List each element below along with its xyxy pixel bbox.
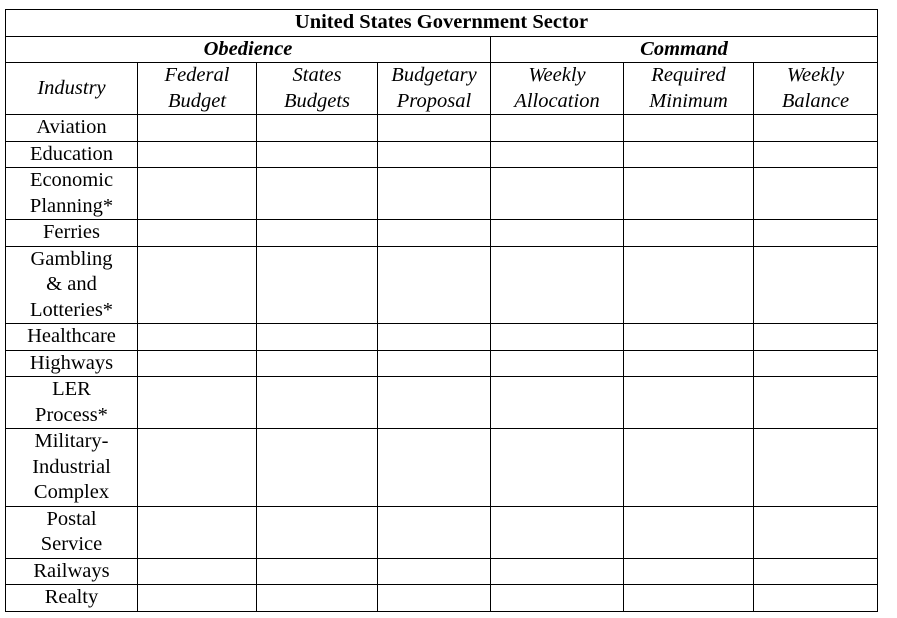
industry-name-line: Service <box>40 533 103 555</box>
table-row <box>6 350 878 377</box>
empty-entry-cell <box>491 220 624 247</box>
empty-entry-cell <box>754 141 878 168</box>
column-header-line: Budgets <box>283 89 351 112</box>
industry-cell <box>6 141 138 168</box>
group-row <box>6 36 878 63</box>
empty-entry-cell <box>491 246 624 324</box>
empty-entry-cell <box>378 506 491 558</box>
table-row <box>6 429 878 507</box>
industry-name-line: Industrial <box>32 455 111 478</box>
industry-name-line: LER <box>52 378 91 400</box>
empty-entry-cell <box>491 324 624 351</box>
table-row <box>6 585 878 612</box>
column-header-line: Proposal <box>396 89 472 112</box>
empty-entry-cell <box>138 585 257 612</box>
table-row <box>6 168 878 220</box>
empty-entry-cell <box>491 377 624 429</box>
industry-cell <box>6 585 138 612</box>
industry-cell <box>6 506 138 558</box>
empty-entry-cell <box>257 377 378 429</box>
empty-entry-cell <box>491 585 624 612</box>
empty-entry-cell <box>754 350 878 377</box>
empty-entry-cell <box>754 558 878 585</box>
empty-entry-cell <box>624 585 754 612</box>
empty-entry-cell <box>378 350 491 377</box>
empty-entry-cell <box>378 558 491 585</box>
empty-entry-cell <box>624 115 754 142</box>
industry-name-line: Economic <box>29 169 114 191</box>
empty-entry-cell <box>754 506 878 558</box>
empty-entry-cell <box>257 220 378 247</box>
industry-cell <box>6 350 138 377</box>
industry-name-line: Complex <box>33 481 110 503</box>
column-header-line: Weekly <box>786 64 845 86</box>
industry-name-line: Aviation <box>36 116 107 138</box>
industry-name-line: Healthcare <box>27 325 116 347</box>
column-header-required-minimum <box>624 63 754 115</box>
empty-entry-cell <box>257 115 378 142</box>
industry-cell <box>6 377 138 429</box>
empty-entry-cell <box>624 246 754 324</box>
industry-name-line: Lotteries* <box>29 298 114 321</box>
empty-entry-cell <box>257 246 378 324</box>
empty-entry-cell <box>378 168 491 220</box>
table-title: United States Government Sector <box>6 10 878 37</box>
empty-entry-cell <box>257 506 378 558</box>
industry-cell <box>6 168 138 220</box>
industry-name-line: Education <box>29 142 114 165</box>
empty-entry-cell <box>378 377 491 429</box>
table-row <box>6 324 878 351</box>
empty-entry-cell <box>624 377 754 429</box>
industry-name-line: Postal <box>46 507 97 530</box>
empty-entry-cell <box>754 168 878 220</box>
column-header-line: Industry <box>37 76 106 99</box>
empty-entry-cell <box>624 141 754 168</box>
empty-entry-cell <box>491 429 624 507</box>
industry-cell <box>6 429 138 507</box>
empty-entry-cell <box>624 429 754 507</box>
empty-entry-cell <box>491 558 624 585</box>
empty-entry-cell <box>624 350 754 377</box>
column-header-row <box>6 63 878 115</box>
empty-entry-cell <box>624 506 754 558</box>
industry-name-line: Military- <box>34 430 109 452</box>
empty-entry-cell <box>138 377 257 429</box>
empty-entry-cell <box>257 585 378 612</box>
empty-entry-cell <box>624 168 754 220</box>
industry-cell <box>6 246 138 324</box>
empty-entry-cell <box>491 506 624 558</box>
industry-name-line: Realty <box>44 586 99 608</box>
empty-entry-cell <box>257 350 378 377</box>
industry-cell <box>6 220 138 247</box>
empty-entry-cell <box>491 350 624 377</box>
empty-entry-cell <box>138 429 257 507</box>
empty-entry-cell <box>378 429 491 507</box>
industry-name-line: & and <box>46 273 97 295</box>
table-row <box>6 220 878 247</box>
empty-entry-cell <box>491 141 624 168</box>
empty-entry-cell <box>138 115 257 142</box>
column-header-line: Balance <box>781 89 850 112</box>
empty-entry-cell <box>257 141 378 168</box>
empty-entry-cell <box>378 246 491 324</box>
empty-entry-cell <box>754 324 878 351</box>
empty-entry-cell <box>754 246 878 324</box>
industry-cell <box>6 558 138 585</box>
column-header-line: Federal <box>164 64 230 86</box>
empty-entry-cell <box>754 115 878 142</box>
industry-cell <box>6 324 138 351</box>
column-header-line: Minimum <box>649 89 728 112</box>
empty-entry-cell <box>624 220 754 247</box>
empty-entry-cell <box>624 558 754 585</box>
column-header-weekly-allocation <box>491 63 624 115</box>
industry-name-line: Ferries <box>43 221 100 243</box>
government-sector-table <box>5 9 878 612</box>
table-row <box>6 141 878 168</box>
table-row <box>6 377 878 429</box>
empty-entry-cell <box>378 141 491 168</box>
column-header-line: States <box>292 64 342 86</box>
column-header-weekly-balance <box>754 63 878 115</box>
empty-entry-cell <box>257 168 378 220</box>
column-header-line: Budgetary <box>391 64 477 86</box>
empty-entry-cell <box>138 506 257 558</box>
empty-entry-cell <box>378 585 491 612</box>
empty-entry-cell <box>754 220 878 247</box>
empty-entry-cell <box>754 377 878 429</box>
title-row <box>6 10 878 37</box>
empty-entry-cell <box>257 558 378 585</box>
empty-entry-cell <box>138 324 257 351</box>
column-header-federal-budget <box>138 63 257 115</box>
industry-name-line: Railways <box>33 559 110 582</box>
empty-entry-cell <box>378 220 491 247</box>
group-command: Command <box>491 36 878 63</box>
empty-entry-cell <box>138 350 257 377</box>
empty-entry-cell <box>138 141 257 168</box>
table-row <box>6 506 878 558</box>
industry-name-line: Gambling <box>30 247 113 270</box>
empty-entry-cell <box>257 429 378 507</box>
industry-name-line: Process* <box>35 403 108 426</box>
empty-entry-cell <box>378 324 491 351</box>
empty-entry-cell <box>754 585 878 612</box>
empty-entry-cell <box>138 168 257 220</box>
column-header-line: Allocation <box>514 89 600 112</box>
empty-entry-cell <box>138 246 257 324</box>
table-row <box>6 115 878 142</box>
empty-entry-cell <box>491 168 624 220</box>
industry-name-line: Planning* <box>29 194 114 217</box>
column-header-industry <box>6 63 138 115</box>
column-header-line: Weekly <box>528 64 586 86</box>
empty-entry-cell <box>624 324 754 351</box>
empty-entry-cell <box>491 115 624 142</box>
empty-entry-cell <box>257 324 378 351</box>
table-row <box>6 246 878 324</box>
column-header-line: Budget <box>167 89 227 112</box>
industry-cell <box>6 115 138 142</box>
empty-entry-cell <box>378 115 491 142</box>
column-header-states-budgets <box>257 63 378 115</box>
table-row <box>6 558 878 585</box>
empty-entry-cell <box>138 220 257 247</box>
empty-entry-cell <box>138 558 257 585</box>
group-obedience: Obedience <box>6 36 491 63</box>
industry-name-line: Highways <box>29 351 114 374</box>
column-header-budgetary-proposal <box>378 63 491 115</box>
column-header-line: Required <box>651 64 726 86</box>
empty-entry-cell <box>754 429 878 507</box>
